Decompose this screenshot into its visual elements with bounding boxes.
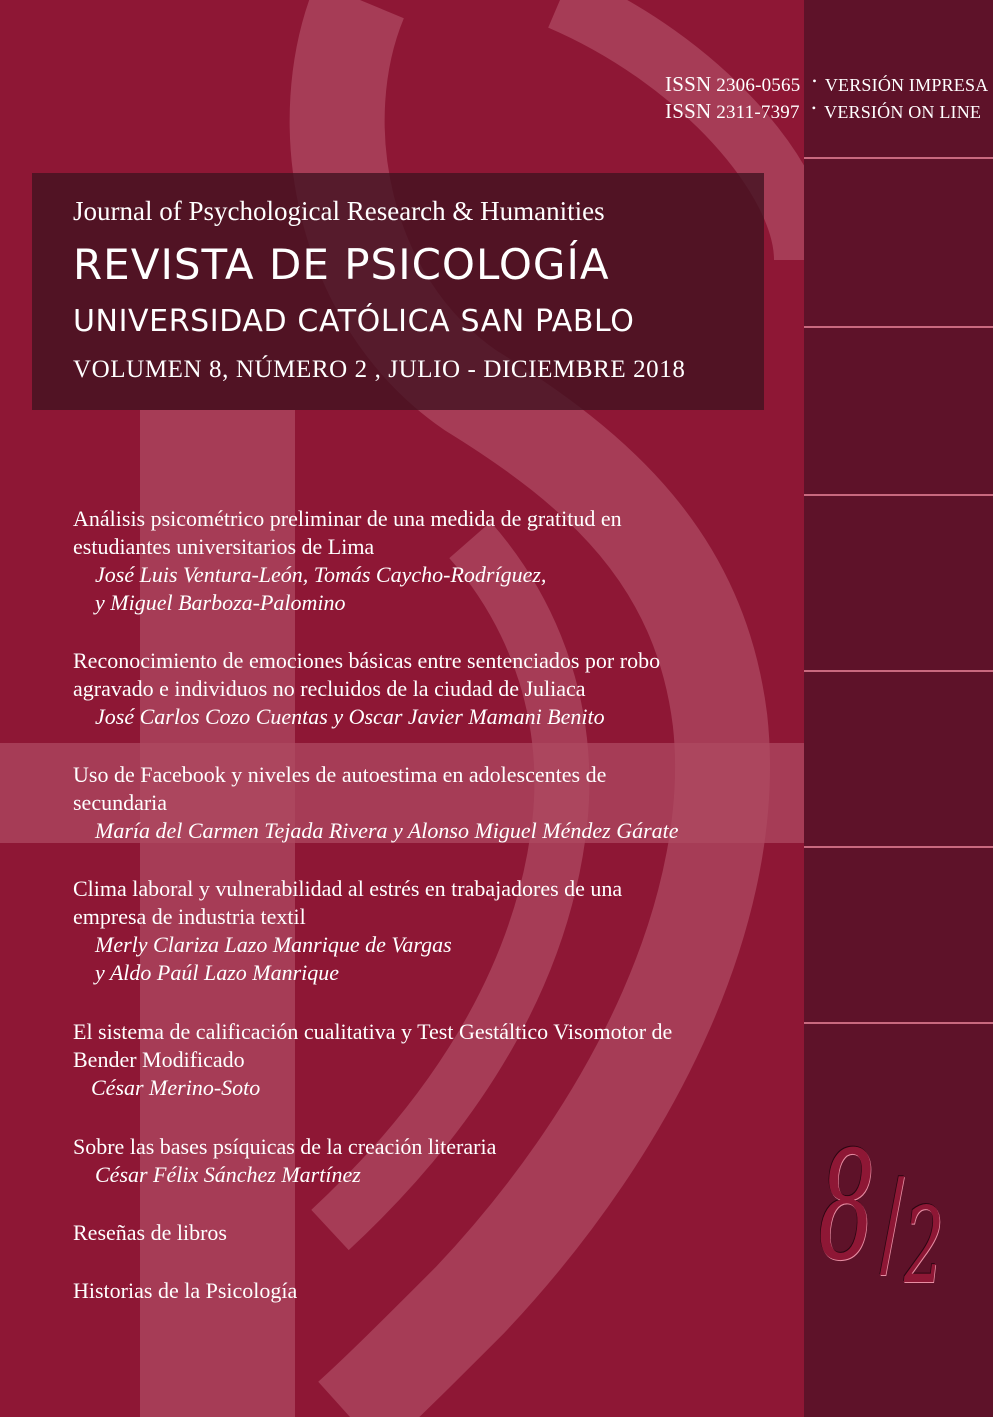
issn-number: 2311-7397 (716, 102, 800, 123)
issn-number: 2306-0565 (716, 75, 801, 96)
bullet-icon: • (811, 101, 817, 115)
article-author-line: José Luis Ventura-León, Tomás Caycho-Rodríguez, (95, 562, 547, 587)
article-title-line: Uso de Facebook y niveles de autoestima en adolescentes de (73, 762, 607, 787)
article-author-line: César Merino-Soto (91, 1075, 261, 1100)
article-author-line: César Félix Sánchez Martínez (95, 1162, 361, 1187)
university-name: UNIVERSIDAD CATÓLICA SAN PABLO (73, 304, 635, 339)
strip-line (804, 846, 993, 848)
article-entry (73, 505, 622, 617)
issue-slash: / (880, 1154, 905, 1293)
issn-label: ISSN (665, 99, 712, 123)
article-title-line: Análisis psicométrico preliminar de una medida de gratitud en (73, 506, 622, 531)
issn-version: VERSIÓN IMPRESA (824, 75, 989, 95)
article-title-line: Historias de la Psicología (73, 1278, 298, 1303)
issn-version: VERSIÓN ON LINE (824, 102, 982, 122)
article-entry (73, 1018, 672, 1102)
article-title-line: Bender Modificado (73, 1047, 245, 1072)
article-author-line: José Carlos Cozo Cuentas y Oscar Javier Mamani Benito (95, 704, 605, 729)
article-entry (73, 761, 679, 845)
journal-english-title: Journal of Psychological Research & Humanities (73, 196, 605, 226)
strip-line (804, 326, 993, 328)
article-author-line: Merly Clariza Lazo Manrique de Vargas (95, 932, 452, 957)
strip-line (804, 157, 993, 159)
article-author-line: y Miguel Barboza-Palomino (95, 590, 346, 615)
strip-line (804, 1022, 993, 1024)
article-title-line: estudiantes universitarios de Lima (73, 534, 375, 559)
article-entry (73, 875, 622, 987)
issue-volume-number: 8 (818, 1120, 876, 1294)
article-entry (73, 1219, 227, 1247)
issn-label: ISSN (665, 72, 712, 96)
article-title-line: Reseñas de libros (73, 1220, 227, 1245)
strip-line (804, 494, 993, 496)
issn-print (665, 72, 988, 97)
issn-online (665, 99, 981, 124)
article-title-line: empresa de industria textil (73, 904, 306, 929)
article-title-line: El sistema de calificación cualitativa y Test Gestáltico Visomotor de (73, 1019, 673, 1044)
strip-line (804, 670, 993, 672)
bullet-icon: • (812, 74, 817, 88)
volume-info: VOLUMEN 8, NÚMERO 2 , JULIO - DICIEMBRE 2018 (73, 356, 686, 383)
article-title-line: agravado e individuos no recluidos de la ciudad de Juliaca (73, 676, 586, 701)
article-author-line: y Aldo Paúl Lazo Manrique (95, 960, 340, 985)
issue-number: 2 (904, 1185, 945, 1307)
article-title-line: Clima laboral y vulnerabilidad al estrés en trabajadores de una (73, 876, 623, 901)
article-entry (73, 647, 660, 731)
article-entry (73, 1277, 297, 1305)
article-author-line: María del Carmen Tejada Rivera y Alonso Miguel Méndez Gárate (95, 818, 679, 843)
journal-title: REVISTA DE PSICOLOGÍA (73, 240, 610, 289)
article-entry (73, 1133, 496, 1189)
article-title-line: Sobre las bases psíquicas de la creación literaria (73, 1134, 497, 1159)
article-title-line: secundaria (73, 790, 168, 815)
article-title-line: Reconocimiento de emociones básicas entre sentenciados por robo (73, 648, 661, 673)
